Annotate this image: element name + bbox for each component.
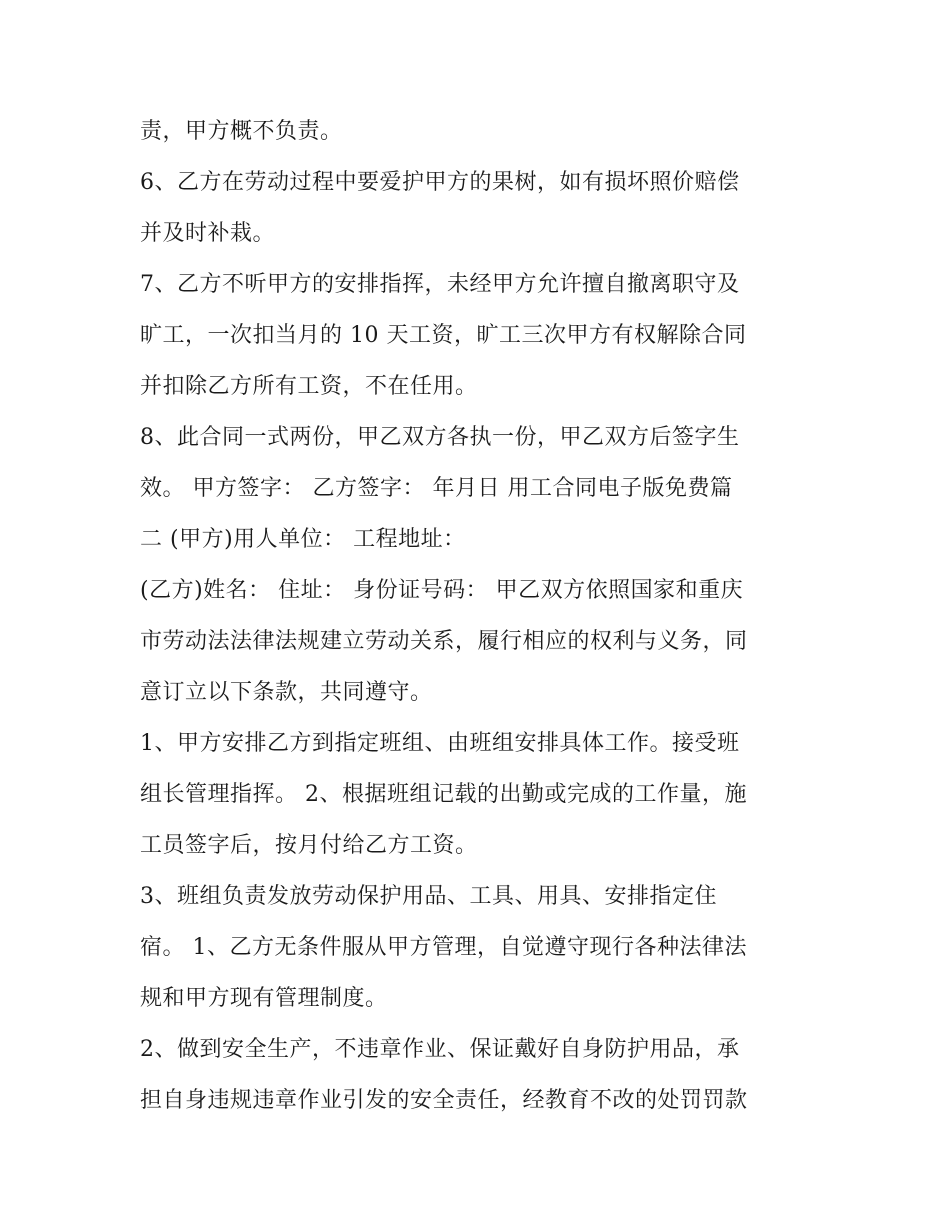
text-line: 并及时补栽。 (140, 221, 276, 246)
text-line: 旷工，一次扣当月的 10 天工资，旷工三次甲方有权解除合同 (140, 323, 747, 348)
text-line: 意订立以下条款，共同遵守。 (140, 680, 433, 705)
text-line: 效。 甲方签字： 乙方签字： 年月日 用工合同电子版免费篇 (140, 476, 733, 501)
text-line: 组长管理指挥。 2、根据班组记载的出勤或完成的工作量，施 (140, 782, 747, 807)
text-line: 6、乙方在劳动过程中要爱护甲方的果树，如有损坏照价赔偿 (140, 170, 740, 195)
text-line: 责，甲方概不负责。 (140, 119, 343, 144)
text-line: 工员签字后，按月付给乙方工资。 (140, 833, 478, 858)
contract-text-body (140, 106, 830, 1126)
text-line: 规和甲方现有管理制度。 (140, 986, 388, 1011)
text-line: 8、此合同一式两份，甲乙双方各执一份，甲乙双方后签字生 (140, 425, 740, 450)
text-line: 宿。 1、乙方无条件服从甲方管理，自觉遵守现行各种法律法 (140, 935, 747, 960)
text-line: 3、班组负责发放劳动保护用品、工具、用具、安排指定住 (140, 884, 717, 909)
text-line: 二 (甲方)用人单位： 工程地址： (140, 527, 466, 552)
text-line: 并扣除乙方所有工资，不在任用。 (140, 374, 478, 399)
text-line: (乙方)姓名： 住址： 身份证号码： 甲乙双方依照国家和重庆 (140, 578, 744, 603)
text-line: 1、甲方安排乙方到指定班组、由班组安排具体工作。接受班 (140, 731, 740, 756)
text-line: 担自身违规违章作业引发的安全责任，经教育不改的处罚罚款 (140, 1088, 748, 1113)
text-line: 7、乙方不听甲方的安排指挥，未经甲方允许擅自撤离职守及 (140, 272, 740, 297)
text-line: 市劳动法法律法规建立劳动关系，履行相应的权利与义务，同 (140, 629, 748, 654)
text-line: 2、做到安全生产，不违章作业、保证戴好自身防护用品，承 (140, 1037, 740, 1062)
